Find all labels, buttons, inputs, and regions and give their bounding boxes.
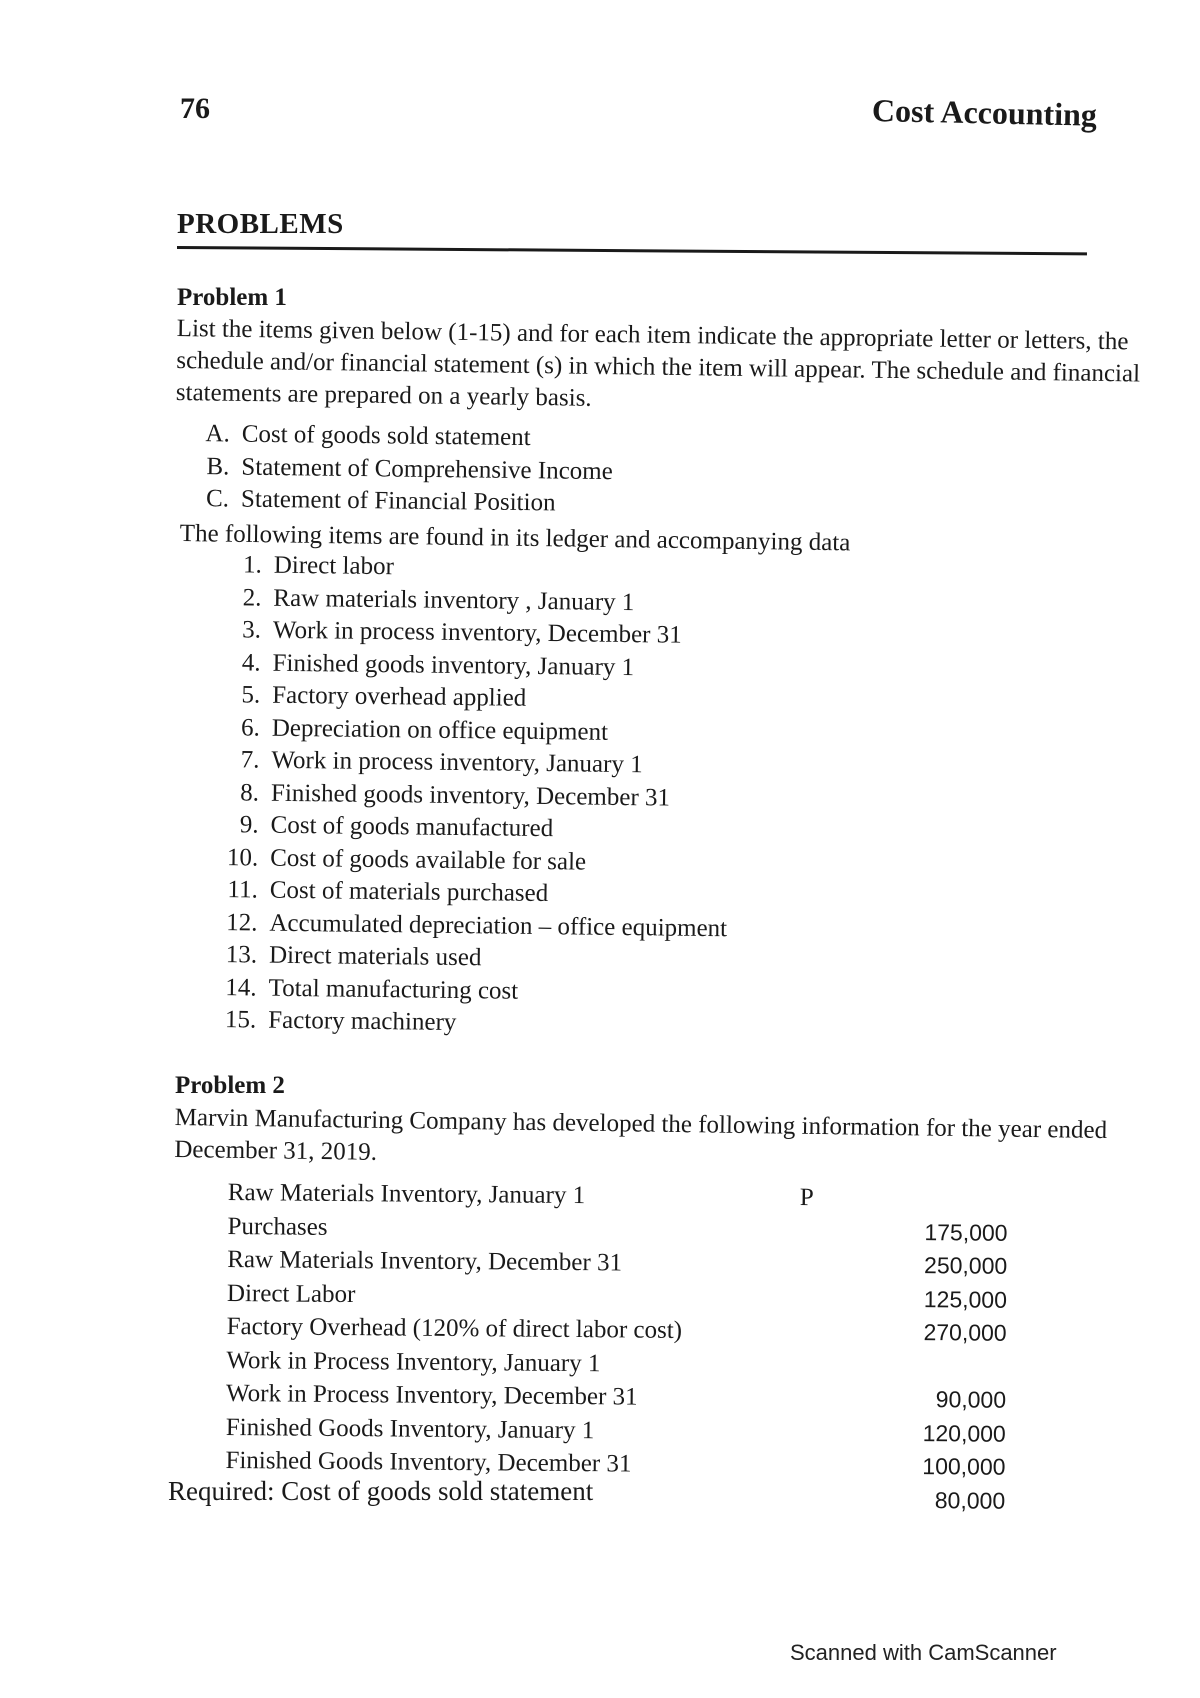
statement-list [191, 418, 614, 521]
problem-1-intro: List the items given below (1-15) and for each item indicate the appropriate letter or letters, the schedule and/or financial statement (s) in which the item will appear. The schedule and financial statements are prepared on a yearly basis. [175, 314, 1141, 412]
section-divider [177, 246, 1087, 255]
problem-2-heading: Problem 2 [175, 1072, 285, 1099]
table-row: Finished Goods Inventory, December 31 100,000 [225, 1446, 1006, 1480]
table-row: Direct Labor 125,000 [226, 1279, 1008, 1313]
section-heading: PROBLEMS [177, 208, 344, 240]
list-item: B. Statement of Comprehensive Income [206, 452, 613, 485]
scan-credit: Scanned with CamScanner [790, 1640, 1057, 1665]
items-intro: The following items are found in its ledger and accompanying data [179, 519, 851, 557]
list-item: 13. Direct materials used [225, 941, 482, 972]
table-row: Factory Overhead (120% of direct labor cost) 270,000 [226, 1312, 1007, 1346]
table-row: Finished Goods Inventory, January 1 120,000 [225, 1413, 1006, 1447]
table-row: 80,000 [934, 1486, 1006, 1514]
list-item: 5. Factory overhead applied [241, 681, 527, 712]
cost-data-table [225, 1176, 1008, 1518]
list-item: 10. Cost of goods available for sale [226, 843, 587, 876]
list-item: A. Cost of goods sold statement [205, 420, 531, 452]
ledger-items-list [210, 549, 732, 1043]
list-item: 7. Work in process inventory, January 1 [240, 746, 643, 779]
table-row: Work in Process Inventory, January 1 [226, 1346, 601, 1377]
list-item: 8. Finished goods inventory, December 31 [240, 778, 671, 812]
table-row: Raw Materials Inventory, December 31 250,000 [227, 1245, 1008, 1279]
list-item: 15. Factory machinery [224, 1006, 457, 1036]
list-item: 6. Depreciation on office equipment [240, 713, 609, 746]
list-item: 14. Total manufacturing cost [225, 973, 519, 1005]
list-item: 1. Direct labor [242, 551, 395, 581]
list-item: 11. Cost of materials purchased [227, 876, 549, 908]
table-row: Raw Materials Inventory, January 1 P [228, 1176, 1008, 1216]
list-item: 3. Work in process inventory, December 31 [242, 616, 682, 649]
list-item: 4. Finished goods inventory, January 1 [241, 648, 635, 681]
page-number: 76 [180, 92, 210, 125]
list-item: 12. Accumulated depreciation – office equipment [226, 908, 728, 942]
running-title: Cost Accounting [871, 92, 1098, 133]
currency-symbol: P [799, 1183, 814, 1212]
list-item: C. Statement of Financial Position [205, 485, 556, 517]
problem-1-heading: Problem 1 [177, 284, 287, 311]
table-row: Purchases 175,000 [227, 1212, 1008, 1246]
problem-2-intro: Marvin Manufacturing Company has developed the following information for the year ended December 31, 2019. [174, 1103, 1108, 1166]
required-task: Required: Cost of goods sold statement [168, 1476, 594, 1506]
list-item: 2. Raw materials inventory , January 1 [242, 583, 635, 616]
list-item: 9. Cost of goods manufactured [239, 811, 554, 843]
table-row: Work in Process Inventory, December 31 90,000 [225, 1379, 1007, 1413]
